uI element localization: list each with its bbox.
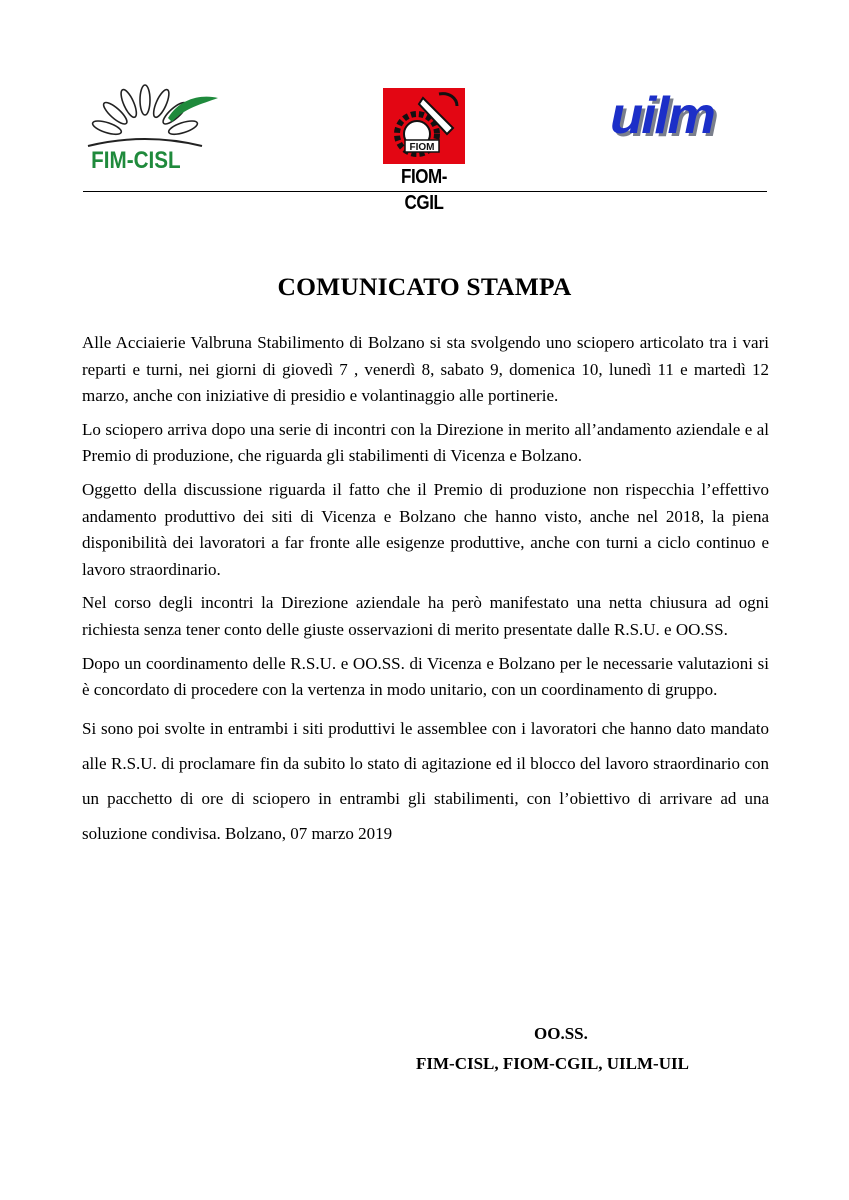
- header-divider: [83, 191, 767, 192]
- body-paragraph-1: Alle Acciaierie Valbruna Stabilimento di Bolzano si sta svolgendo uno sciopero articolato tra i vari reparti e turni, nei giorni di giovedì 7 , venerdì 8, sabato 9, domenica 10, lunedì 11 e martedì 12 marzo, anche con iniziative di presidio e volantinaggio alle portinerie.: [82, 333, 769, 406]
- uilm-logo: [610, 87, 754, 145]
- body-paragraph-2: Lo sciopero arriva dopo una serie di incontri con la Direzione in merito all’andamento aziendale e al Premio di produzione, che riguarda gli stabilimenti di Vicenza e Bolzano.: [82, 419, 769, 466]
- daisy-emblem-icon: [80, 84, 220, 150]
- fiom-emblem-label: FIOM: [409, 142, 435, 153]
- body-paragraph-3: Oggetto della discussione riguarda il fatto che il Premio di produzione non rispecchia l’effettivo andamento produttivo dei siti di Vicenza e Bolzano che hanno visto, anche nel 2018, la piena disponibilità dei lavoratori a far fronte alle esigenze produttive, anche con turni a ciclo continuo e lavoro straordinario.: [82, 479, 769, 579]
- document-body: [82, 330, 769, 858]
- body-paragraph-5: Dopo un coordinamento delle R.S.U. e OO.SS. di Vicenza e Bolzano per le necessarie valutazioni si è concordato di procedere con la vertenza in modo unitario, con un coordinamento di gruppo.: [82, 653, 769, 700]
- signature-line-1: OO.SS.: [534, 1024, 588, 1043]
- fim-cisl-logo: [80, 84, 220, 174]
- body-paragraph-4: Nel corso degli incontri la Direzione aziendale ha però manifestato una netta chiusura ad ogni richiesta senza tener conto delle giuste osservazioni di merito presentate dalle R.S.U. e OO.SS.: [82, 593, 769, 639]
- fiom-cgil-logo-text: FIOM-CGIL: [400, 166, 448, 214]
- document-title: COMUNICATO STAMPA: [277, 272, 572, 301]
- fim-cisl-logo-text: FIM-CISL: [91, 147, 181, 174]
- signature-block: [400, 1019, 770, 1079]
- fiom-cgil-logo: [381, 88, 469, 214]
- body-paragraph-6: Si sono poi svolte in entrambi i siti produttivi le assemblee con i lavoratori che hanno dato mandato alle R.S.U. di proclamare fin da subito lo stato di agitazione ed il blocco del lavoro straordinario con un pacchetto di ore di sciopero in entrambi gli stabilimenti, con l’obiettivo di arrivare ad una soluzione condivisa. Bolzano, 07 marzo 2019: [82, 718, 769, 843]
- signature-line-2: FIM-CISL, FIOM-CGIL, UILM-UIL: [416, 1054, 689, 1073]
- gear-hammer-emblem-icon: [383, 88, 465, 164]
- uilm-logo-text: uilm: [610, 87, 714, 145]
